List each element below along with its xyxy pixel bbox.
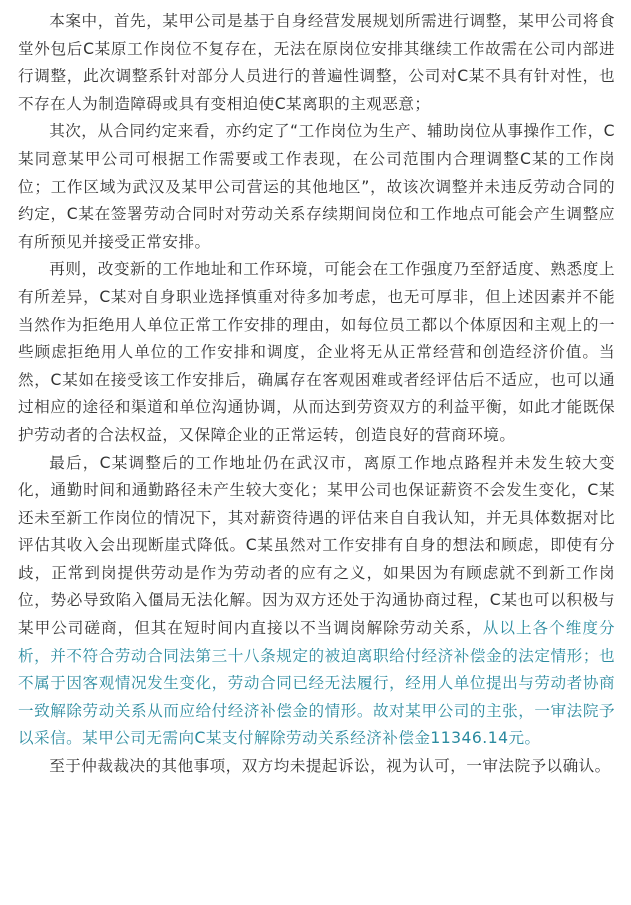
- paragraph-other-matters: [18, 753, 615, 781]
- paragraph-third-reason-text: 再则，改变新的工作地址和工作环境，可能会在工作强度乃至舒适度、熟悉度上有所差异，C某对自身职业选择慎重对待多加考虑，也无可厚非，但上述因素并不能当然作为拒绝用人单位正常工作安排的理由，如每位员工都以个体原因和主观上的一些顾虑拒绝用人单位的工作安排和调度，企业将无从正常经营和创造经济价值。当然，C某如在接受该工作安排后，确属存在客观困难或者经评估后不适应，也可以通过相应的途径和渠道和单位沟通协调，从而达到劳资双方的利益平衡，如此才能既保护劳动者的合法权益，又保障企业的正常运转，创造良好的营商环境。: [18, 260, 615, 444]
- paragraph-other-matters-text: 至于仲裁裁决的其他事项，双方均未提起诉讼，视为认可，一审法院予以确认。: [49, 757, 611, 776]
- highlighted-conclusion: 从以上各个维度分析，并不符合劳动合同法第三十八条规定的被迫离职给付经济补偿金的法定情形；也不属于因客观情况发生变化，劳动合同已经无法履行，经用人单位提出与劳动者协商一致解除劳动关系从而应给付经济补偿金的情形。故对某甲公司的主张，一审法院予以采信。某甲公司无需向C某支付解除劳动关系经济补偿金11346.14元。: [18, 619, 615, 748]
- paragraph-final-reason: [18, 450, 615, 754]
- paragraph-final-reason-text: 最后，C某调整后的工作地址仍在武汉市，离原工作地点路程并未发生较大变化，通勤时间和通勤路径未产生较大变化；某甲公司也保证薪资不会发生变化，C某还未至新工作岗位的情况下，其对薪资待遇的评估来自自我认知，并无具体数据对比评估其收入会出现断崖式降低。C某虽然对工作安排有自身的想法和顾虑，即使有分歧，正常到岗提供劳动是作为劳动者的应有之义，如果因为有顾虑就不到新工作岗位，势必导致陷入僵局无法化解。因为双方还处于沟通协商过程，C某也可以积极与某甲公司磋商，但其在短时间内直接以不当调岗解除劳动关系，: [18, 453, 615, 638]
- paragraph-first-reason: [18, 8, 615, 118]
- paragraph-second-reason-text: 其次，从合同约定来看，亦约定了“工作岗位为生产、辅助岗位从事操作工作，C某同意某甲公司可根据工作需要或工作表现，在公司范围内合理调整C某的工作岗位；工作区域为武汉及某甲公司营运的其他地区”，故该次调整并未违反劳动合同的约定，C某在签署劳动合同时对劳动关系存续期间岗位和工作地点可能会产生调整应有所预见并接受正常安排。: [18, 122, 615, 251]
- paragraph-first-reason-text: 本案中，首先，某甲公司是基于自身经营发展规划所需进行调整，某甲公司将食堂外包后C某原工作岗位不复存在，无法在原岗位安排其继续工作故需在公司内部进行调整，此次调整系针对部分人员进行的普遍性调整，公司对C某不具有针对性，也不存在人为制造障碍或具有变相迫使C某离职的主观恶意；: [18, 12, 615, 113]
- paragraph-third-reason: [18, 256, 615, 449]
- paragraph-second-reason: [18, 118, 615, 256]
